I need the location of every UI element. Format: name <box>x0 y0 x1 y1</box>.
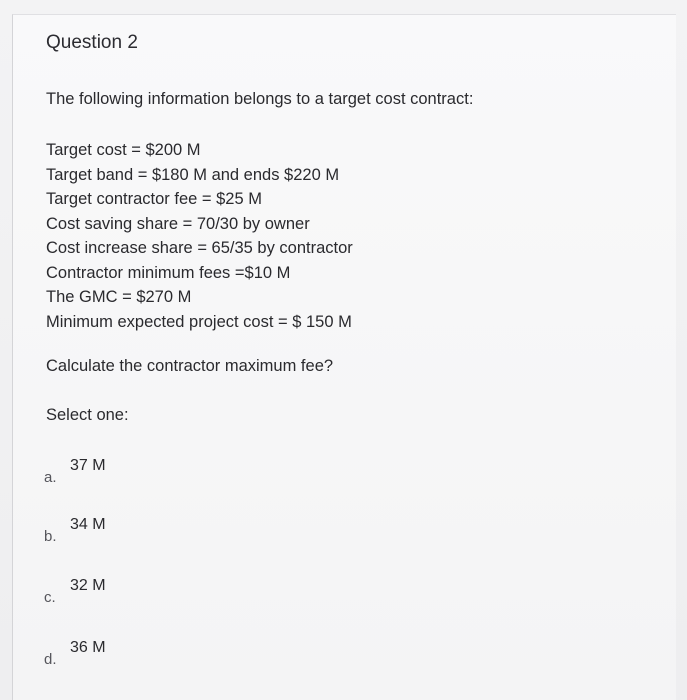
option-letter: b. <box>44 528 57 545</box>
option-value[interactable]: 32 M <box>70 577 106 594</box>
fact-cost-saving-share: Cost saving share = 70/30 by owner <box>46 214 310 233</box>
option-value[interactable]: 34 M <box>70 516 106 533</box>
option-letter: c. <box>44 589 56 606</box>
question-intro: The following information belongs to a target cost contract: <box>46 90 474 108</box>
fact-target-contractor-fee: Target contractor fee = $25 M <box>46 190 262 208</box>
fact-cost-increase-share: Cost increase share = 65/35 by contractor <box>46 239 353 257</box>
answer-option-a[interactable] <box>44 457 244 497</box>
option-value[interactable]: 36 M <box>70 639 106 656</box>
fact-target-band: Target band = $180 M and ends $220 M <box>46 165 340 184</box>
fact-gmc: The GMC = $270 M <box>46 288 192 306</box>
answer-option-b[interactable] <box>44 516 244 556</box>
option-letter: a. <box>44 469 57 486</box>
fact-contractor-minimum-fees: Contractor minimum fees =$10 M <box>46 263 291 282</box>
fact-minimum-expected-cost: Minimum expected project cost = $ 150 M <box>46 312 352 331</box>
select-one-label: Select one: <box>46 406 129 424</box>
fact-target-cost: Target cost = $200 M <box>46 141 201 159</box>
question-prompt: Calculate the contractor maximum fee? <box>46 357 334 375</box>
option-value[interactable]: 37 M <box>70 457 106 474</box>
answer-option-d[interactable] <box>44 639 244 679</box>
question-title: Question 2 <box>46 32 138 53</box>
answer-option-c[interactable] <box>44 577 244 617</box>
contract-facts-list <box>46 138 353 334</box>
option-letter: d. <box>44 651 57 668</box>
